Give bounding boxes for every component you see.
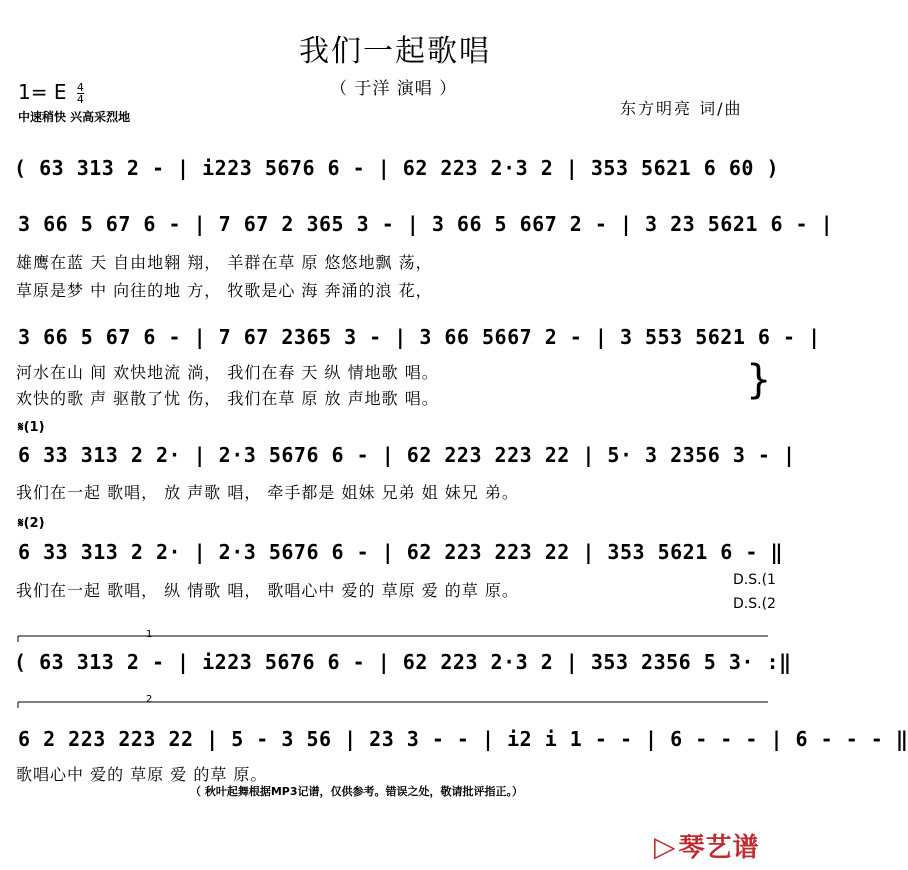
- dal-segno-2: D.S.(2: [733, 596, 776, 612]
- logo-text: 琴艺谱: [678, 833, 760, 863]
- composer-credit: 东方明亮 词/曲: [620, 99, 743, 118]
- notation-line-verse-b: 3 66 5 67 6 - | 7 67 2365 3 - | 3 66 5667 2 - | 3 553 5621 6 - |: [18, 325, 821, 349]
- volta-label-1: 1: [146, 629, 153, 640]
- lyric-line-chorus-1: 我们在一起 歌唱， 放 声歌 唱， 牵手都是 姐妹 兄弟 姐 妹兄 弟。: [16, 483, 519, 502]
- lyric-line-chorus-2: 我们在一起 歌唱， 纵 情歌 唱， 歌唱心中 爱的 草原 爱 的草 原。: [16, 581, 519, 600]
- lyric-line-verse-a-1: 雄鹰在蓝 天 自由地翱 翔， 羊群在草 原 悠悠地飘 荡，: [16, 253, 433, 272]
- lyric-line-verse-b-1: 河水在山 间 欢快地流 淌， 我们在春 天 纵 情地歌 唱。: [16, 363, 439, 382]
- volta-label-2: 2: [146, 694, 153, 705]
- time-sig-bottom: 4: [76, 93, 84, 106]
- key-signature: [18, 80, 84, 105]
- page-title: 我们一起歌唱: [299, 34, 491, 69]
- lyric-line-volta-2: 歌唱心中 爱的 草原 爱 的草 原。: [16, 765, 268, 784]
- notation-line-volta-1: ( 63 313 2 - | i223 5676 6 - | 62 223 2·3 2 | 353 2356 5 3· :‖: [14, 650, 792, 674]
- notation-line-intro: ( 63 313 2 - | i223 5676 6 - | 62 223 2·3 2 | 353 5621 6 60 ): [14, 156, 780, 180]
- verse-brace: }: [746, 357, 772, 403]
- lyric-line-verse-a-2: 草原是梦 中 向往的地 方， 牧歌是心 海 奔涌的浪 花，: [16, 281, 433, 300]
- tempo-marking: 中速稍快 兴高采烈地: [18, 110, 131, 124]
- notation-line-chorus-2: 6 33 313 2 2· | 2·3 5676 6 - | 62 223 223 22 | 353 5621 6 - ‖: [18, 540, 784, 564]
- segno-mark-1: 𝄋(1): [18, 420, 45, 435]
- key-label: 1= E: [18, 80, 67, 104]
- logo-mark-icon: ▷: [654, 830, 677, 863]
- time-sig-top: 4: [76, 81, 84, 94]
- dal-segno-1: D.S.(1: [733, 572, 776, 588]
- notation-line-verse-a: 3 66 5 67 6 - | 7 67 2 365 3 - | 3 66 5 667 2 - | 3 23 5621 6 - |: [18, 212, 834, 236]
- lyric-line-verse-b-2: 欢快的歌 声 驱散了忧 伤， 我们在草 原 放 声地歌 唱。: [16, 389, 439, 408]
- notation-line-chorus-1: 6 33 313 2 2· | 2·3 5676 6 - | 62 223 223 22 | 5· 3 2356 3 - |: [18, 443, 796, 467]
- time-signature: [77, 82, 84, 105]
- site-logo: [654, 827, 760, 864]
- transcription-footnote: （ 秋叶起舞根据MP3记谱，仅供参考。错误之处，敬请批评指正。）: [190, 785, 523, 798]
- volta-bracket-1: [18, 630, 768, 642]
- volta-bracket-2: [18, 696, 768, 708]
- segno-mark-2: 𝄋(2): [18, 516, 45, 531]
- singer-credit: （ 于洋 演唱 ）: [330, 79, 458, 99]
- notation-line-volta-2: 6 2 223 223 22 | 5 - 3 56 | 23 3 - - | i2 i 1 - - | 6 - - - | 6 - - - ‖: [18, 727, 908, 751]
